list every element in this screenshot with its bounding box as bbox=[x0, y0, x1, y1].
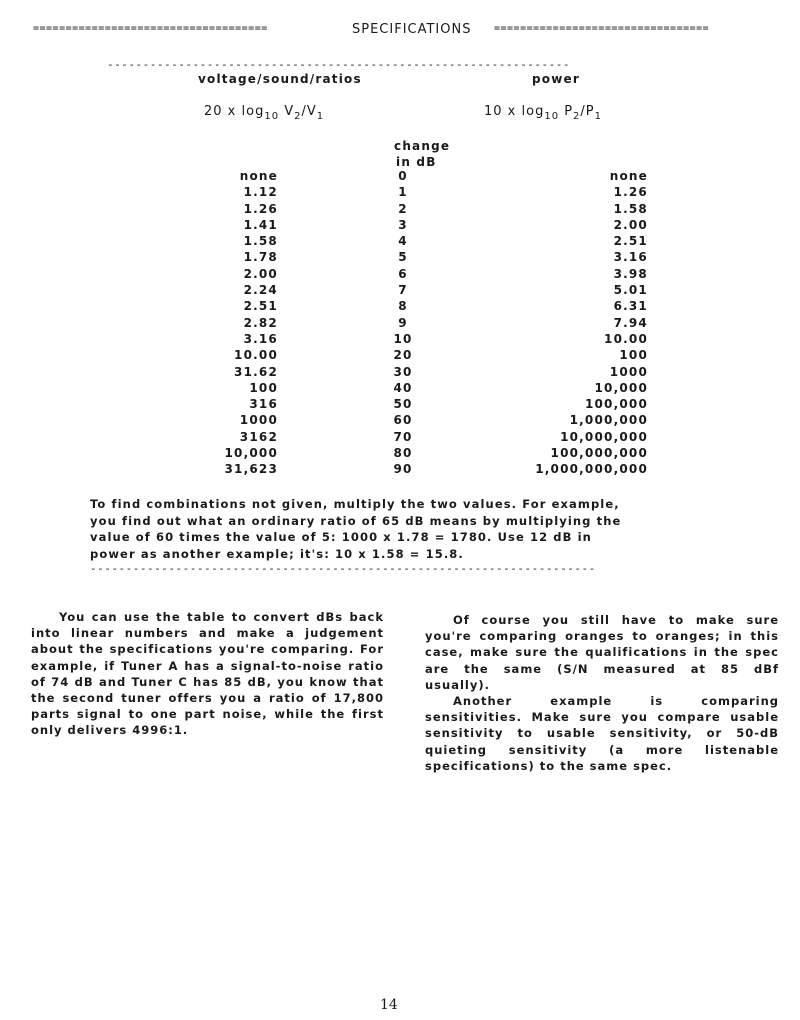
db-change-cell: 90 bbox=[393, 462, 413, 477]
voltage-ratio-cell: 2.51 bbox=[243, 299, 278, 314]
table-row bbox=[210, 184, 648, 200]
voltage-ratio-cell: 1.58 bbox=[243, 234, 278, 249]
db-change-cell: 40 bbox=[393, 380, 413, 395]
voltage-ratio-cell: 1000 bbox=[239, 413, 278, 428]
table-row bbox=[210, 217, 648, 233]
voltage-ratio-cell: 10.00 bbox=[234, 348, 278, 363]
power-ratio-cell: 1,000,000 bbox=[569, 413, 648, 428]
table-row bbox=[210, 429, 648, 445]
power-ratio-cell: 3.16 bbox=[613, 250, 648, 265]
table-row bbox=[210, 249, 648, 265]
box-rule-top: ----------------------------------------------------------------- bbox=[107, 58, 570, 71]
table-row bbox=[210, 201, 648, 217]
page-title: SPECIFICATIONS bbox=[352, 22, 472, 37]
power-ratio-cell: 2.51 bbox=[613, 234, 648, 249]
voltage-ratio-cell: 3162 bbox=[239, 429, 278, 444]
table-row bbox=[210, 445, 648, 461]
left-column-text bbox=[31, 609, 384, 739]
note-line: value of 60 times the value of 5: 1000 x 1.78 = 1780. Use 12 dB in bbox=[90, 530, 592, 544]
voltage-ratio-cell: 1.41 bbox=[243, 217, 278, 232]
header-rule-right: ================================= bbox=[494, 23, 710, 34]
note-line: power as another example; it's: 10 x 1.58 = 15.8. bbox=[90, 546, 464, 561]
voltage-ratio-cell: 10,000 bbox=[224, 446, 278, 461]
note-line: you find out what an ordinary ratio of 65 dB means by multiplying the bbox=[90, 513, 622, 528]
table-row bbox=[210, 412, 648, 428]
power-ratio-cell: 10,000 bbox=[594, 380, 648, 395]
box-rule-bottom: ----------------------------------------------------------------------- bbox=[90, 562, 596, 575]
power-ratio-cell: 100,000,000 bbox=[550, 446, 648, 461]
db-change-cell: 6 bbox=[398, 266, 408, 281]
db-change-cell: 70 bbox=[393, 429, 413, 444]
db-change-cell: 10 bbox=[393, 331, 413, 346]
table-row bbox=[210, 168, 648, 184]
column-header-power: power bbox=[532, 72, 580, 86]
power-ratio-cell: 2.00 bbox=[613, 217, 648, 232]
table-row bbox=[210, 282, 648, 298]
conversion-table bbox=[210, 168, 648, 478]
db-change-cell: 3 bbox=[398, 217, 408, 232]
table-row bbox=[210, 380, 648, 396]
table-row bbox=[210, 315, 648, 331]
power-ratio-cell: 100 bbox=[619, 348, 648, 363]
combination-note bbox=[90, 496, 660, 562]
db-change-cell: 8 bbox=[398, 299, 408, 314]
db-change-cell: 50 bbox=[393, 397, 413, 412]
voltage-ratio-cell: 316 bbox=[249, 397, 278, 412]
page-number: 14 bbox=[380, 997, 398, 1013]
power-ratio-cell: 10.00 bbox=[604, 331, 648, 346]
power-ratio-cell: 3.98 bbox=[613, 266, 648, 281]
voltage-ratio-cell: 1.12 bbox=[243, 185, 278, 200]
note-line: To find combinations not given, multiply the two values. For example, bbox=[90, 497, 620, 511]
table-row bbox=[210, 347, 648, 363]
voltage-ratio-cell: 2.00 bbox=[243, 266, 278, 281]
power-ratio-cell: 1000 bbox=[609, 364, 648, 379]
right-paragraph-2: Another example is comparing sensitivities. Make sure you compare usable sensitivity to usable sensitivity, or 50-dB quieting sensitivity (a more listenable specifications) to the same spec. bbox=[425, 694, 779, 773]
formula-voltage: 20 x $\log_{10} V_2/V_1$ bbox=[204, 104, 325, 122]
table-row bbox=[210, 364, 648, 380]
column-header-change: change bbox=[394, 139, 451, 153]
table-row bbox=[210, 233, 648, 249]
voltage-ratio-cell: 3.16 bbox=[243, 331, 278, 346]
db-change-cell: 4 bbox=[398, 234, 408, 249]
table-row bbox=[210, 461, 648, 477]
db-change-cell: 7 bbox=[398, 283, 408, 298]
table-row bbox=[210, 331, 648, 347]
table-row bbox=[210, 266, 648, 282]
column-header-in-db: in dB bbox=[396, 155, 437, 169]
db-change-cell: 9 bbox=[398, 315, 408, 330]
column-header-voltage: voltage/sound/ratios bbox=[198, 72, 362, 86]
db-change-cell: 30 bbox=[393, 364, 413, 379]
db-change-cell: 60 bbox=[393, 413, 413, 428]
table-row bbox=[210, 396, 648, 412]
power-ratio-cell: 6.31 bbox=[613, 299, 648, 314]
power-ratio-cell: 1.58 bbox=[613, 201, 648, 216]
db-change-cell: 0 bbox=[398, 169, 408, 183]
voltage-ratio-cell: 100 bbox=[249, 380, 278, 395]
db-change-cell: 5 bbox=[398, 250, 408, 265]
db-change-cell: 20 bbox=[393, 348, 413, 363]
voltage-ratio-cell: 1.78 bbox=[243, 250, 278, 265]
power-ratio-cell: none bbox=[609, 169, 648, 183]
power-ratio-cell: 1,000,000,000 bbox=[535, 462, 648, 477]
left-paragraph: You can use the table to convert dBs back into linear numbers and make a judgement about the specifications you're comparing. For example, if Tuner A has a signal-to-noise ratio of 74 dB and Tuner C has 85 dB, you know that the second tuner offers you a ratio of 17,800 parts signal to one part noise, while the first only delivers 4996:1. bbox=[31, 610, 384, 738]
header-rule-left: ==================================== bbox=[33, 23, 268, 34]
table-row bbox=[210, 298, 648, 314]
voltage-ratio-cell: 1.26 bbox=[243, 201, 278, 216]
right-paragraph-1: Of course you still have to make sure you're comparing oranges to oranges; in this case, make sure the qualifications in the spec are the same (S/N measured at 85 dBf usually). bbox=[425, 613, 779, 692]
voltage-ratio-cell: none bbox=[239, 169, 278, 183]
power-ratio-cell: 10,000,000 bbox=[560, 429, 648, 444]
power-ratio-cell: 7.94 bbox=[613, 315, 648, 330]
power-ratio-cell: 5.01 bbox=[613, 283, 648, 298]
db-change-cell: 1 bbox=[398, 185, 408, 200]
power-ratio-cell: 100,000 bbox=[584, 397, 648, 412]
voltage-ratio-cell: 31.62 bbox=[234, 364, 278, 379]
power-ratio-cell: 1.26 bbox=[613, 185, 648, 200]
db-change-cell: 2 bbox=[398, 201, 408, 216]
voltage-ratio-cell: 2.82 bbox=[243, 315, 278, 330]
voltage-ratio-cell: 2.24 bbox=[243, 283, 278, 298]
db-change-cell: 80 bbox=[393, 446, 413, 461]
voltage-ratio-cell: 31,623 bbox=[224, 462, 278, 477]
right-column-text bbox=[425, 612, 779, 774]
formula-power: 10 x $\log_{10} P_2/P_1$ bbox=[484, 104, 603, 122]
